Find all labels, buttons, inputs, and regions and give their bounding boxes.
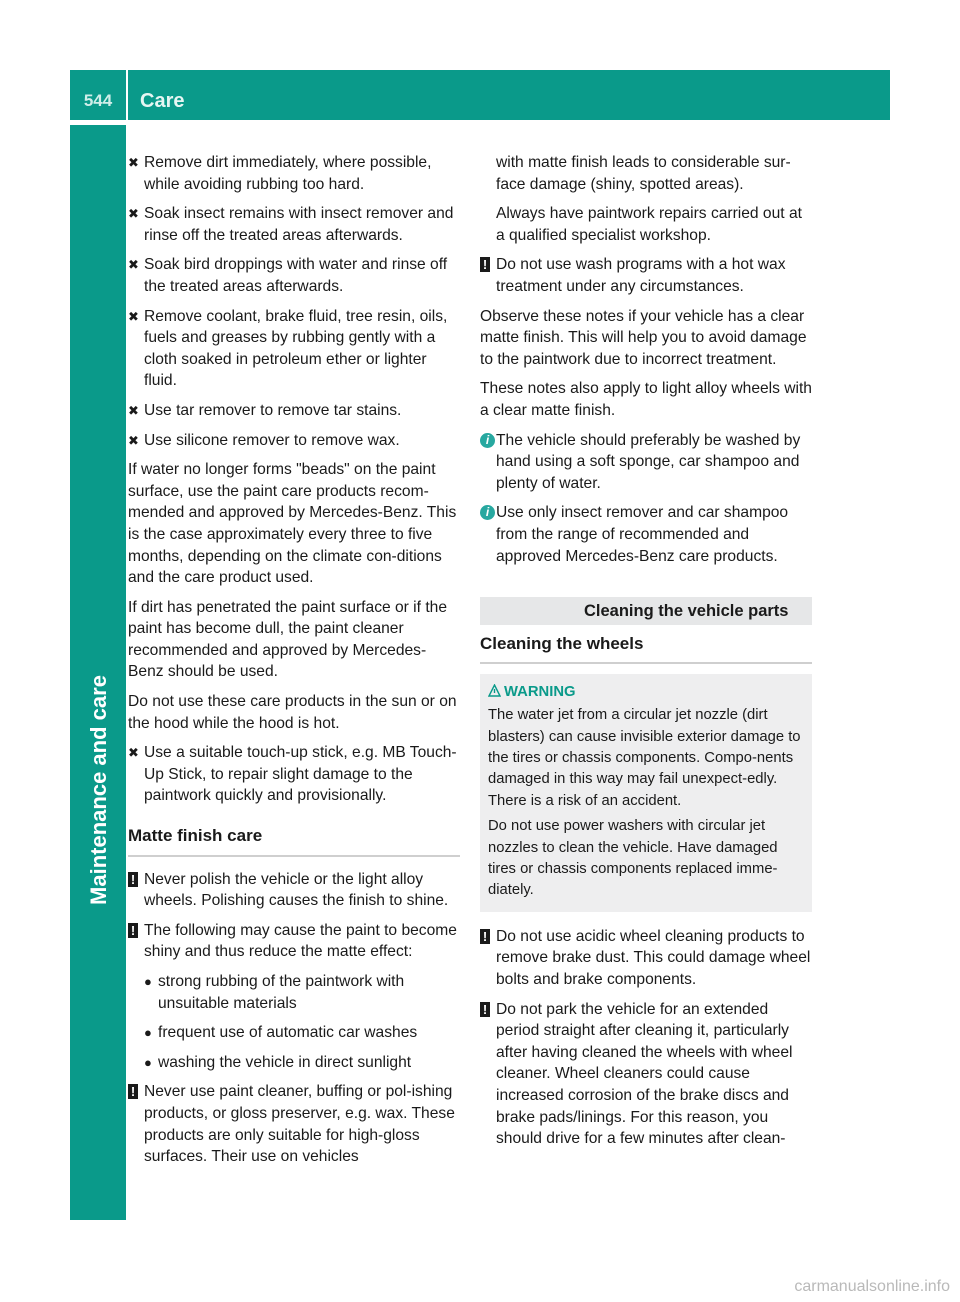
step-arrow-icon: ✖	[128, 432, 139, 448]
bullet-icon: ●	[144, 1025, 152, 1041]
step-arrow-icon: ✖	[128, 745, 139, 761]
caution-icon: !	[128, 872, 138, 887]
step-arrow-icon: ✖	[128, 155, 139, 170]
caution-note: ! Do not use acidic wheel cleaning products to remove brake dust. This could damage wheel bolts and brake components.	[480, 926, 812, 991]
info-icon: i	[480, 433, 495, 448]
bullet-icon: ●	[144, 1054, 152, 1070]
caution-icon: !	[128, 1084, 138, 1099]
left-column	[128, 152, 460, 1176]
caution-note: ! Do not use wash programs with a hot wax treatment under any circumstances.	[480, 254, 812, 297]
caution-note: ! Never polish the vehicle or the light alloy wheels. Polishing causes the finish to shine.	[128, 869, 460, 912]
chapter-label: Maintenance and care	[86, 675, 111, 905]
paragraph: If water no longer forms "beads" on the paint surface, use the paint care products recom-mended and approved by Mercedes-Benz. This is the case approximately every three to five months, depending on the climate con-ditions and the care product used.	[128, 461, 457, 587]
right-column	[480, 152, 812, 1158]
bullet-item: ● strong rubbing of the paintwork with unsuitable materials	[144, 973, 405, 1012]
caution-icon: !	[128, 923, 138, 938]
subheading-matte-finish: Matte finish care	[128, 825, 460, 857]
warning-triangle-icon	[488, 684, 501, 697]
chapter-sidebar	[70, 125, 126, 1220]
page-number: 544	[83, 91, 113, 110]
bullet-item: ● washing the vehicle in direct sunlight	[128, 1052, 460, 1074]
bullet-icon: ●	[144, 974, 152, 989]
info-note: i Use only insect remover and car shampoo from the range of recommended and approved Mercedes-Benz care products.	[480, 502, 812, 567]
caution-note: ! The following may cause the paint to become shiny and thus reduce the matte effect:	[128, 920, 460, 963]
step-item: ✖ Soak bird droppings with water and rinse off the treated areas afterwards.	[128, 256, 448, 295]
header-separator	[126, 70, 128, 120]
caution-icon: !	[480, 929, 490, 944]
warning-text: The water jet from a circular jet nozzle (dirt blasters) can cause invisible exterior damage to the tires or chassis components. Compo-nents damaged in this way may fail unexpect-edly. There is a risk of an accident.	[488, 707, 801, 809]
step-item: ✖ Use tar remover to remove tar stains.	[128, 400, 460, 422]
bullet-item: ● frequent use of automatic car washes	[128, 1022, 460, 1044]
page-title: Care	[140, 90, 185, 112]
paragraph: Do not use these care products in the sun or on the hood while the hood is hot.	[128, 693, 457, 732]
paragraph: These notes also apply to light alloy wheels with a clear matte finish.	[480, 380, 812, 419]
warning-header: WARNING	[488, 682, 804, 703]
step-arrow-icon: ✖	[128, 206, 139, 222]
step-item: ✖ Use a suitable touch-up stick, e.g. MB Touch-Up Stick, to repair slight damage to the paintwork quickly and provisionally.	[128, 744, 457, 805]
step-item: ✖ Soak insect remains with insect remover and rinse off the treated areas afterwards.	[128, 205, 454, 244]
caution-icon: !	[480, 257, 490, 272]
step-item: ✖ Use silicone remover to remove wax.	[128, 430, 460, 452]
warning-text: Do not use power washers with circular jet nozzles to clean the vehicle. Have damaged tires or chassis components replaced imme-diately.	[488, 818, 778, 899]
step-arrow-icon: ✖	[128, 257, 139, 273]
section-title: Cleaning the vehicle parts	[480, 597, 812, 625]
step-arrow-icon: ✖	[128, 308, 139, 324]
watermark: carmanualsonline.info	[794, 1278, 950, 1295]
info-icon: i	[480, 505, 495, 520]
step-item: ✖ Remove dirt immediately, where possible, while avoiding rubbing too hard.	[128, 154, 432, 193]
warning-box	[480, 674, 812, 912]
paragraph: Always have paintwork repairs carried out at a qualified specialist workshop.	[496, 205, 802, 244]
caution-note: ! Do not park the vehicle for an extended period straight after cleaning it, particularly after having cleaned the wheels with wheel cleaner. Wheel cleaners could cause increased corrosion of the brake discs and brake pads/linings. For this reason, you should drive for a few minutes after clean-	[480, 999, 812, 1150]
paragraph: Observe these notes if your vehicle has a clear matte finish. This will help you to avoid damage to the paintwork due to incorrect treatment.	[480, 307, 807, 368]
paragraph: If dirt has penetrated the paint surface or if the paint has become dull, the paint cleaner recommended and approved by Mercedes-Benz should be used.	[128, 598, 447, 681]
paragraph: with matte finish leads to considerable sur-face damage (shiny, spotted areas).	[496, 154, 791, 193]
step-item: ✖ Remove coolant, brake fluid, tree resin, oils, fuels and greases by rubbing gently with a cloth soaked in petroleum ether or lighter fluid.	[128, 307, 448, 390]
info-note: i The vehicle should preferably be washed by hand using a soft sponge, car shampoo and plenty of water.	[480, 430, 812, 495]
step-arrow-icon: ✖	[128, 402, 139, 418]
caution-icon: !	[480, 1002, 490, 1017]
subheading-cleaning-wheels: Cleaning the wheels	[480, 633, 812, 664]
caution-note: ! Never use paint cleaner, buffing or pol-ishing products, or gloss preserver, e.g. wax. These products are only suitable for high-gloss surfaces. Their use on vehicles	[128, 1081, 460, 1167]
page-header	[70, 70, 890, 120]
